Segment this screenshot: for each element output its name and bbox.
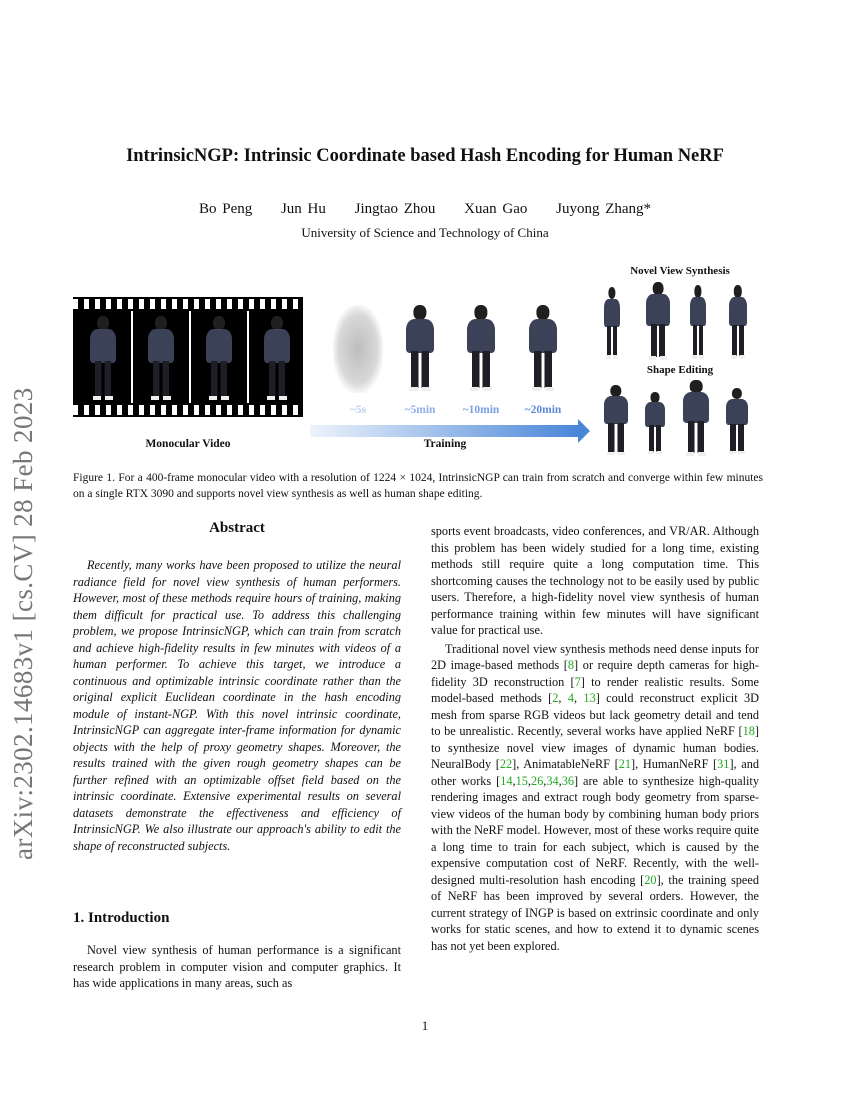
citation-link[interactable]: 20 xyxy=(644,872,657,887)
time-label-4: ~20min xyxy=(524,404,562,416)
film-strip xyxy=(73,297,303,417)
frame-separator xyxy=(131,311,133,403)
citation-link[interactable]: 34 xyxy=(546,773,559,788)
label-training: Training xyxy=(423,438,467,450)
author-list: Bo Peng Jun Hu Jingtao Zhou Xuan Gao Juyong Zhang* xyxy=(198,201,652,217)
right-paragraph-2: Traditional novel view synthesis methods need dense inputs for 2D image-based methods [8] or require depth cameras for high-fidelity 3D reconstruction [7] to render realistic results. Some model-based methods [2, 4, 13] could reconstruct explicit 3D mesh from sparse RGB videos but lack geometry detail and tend to be unrealistic. Recently, several works have applied NeRF [18] to synthesize novel view images of dynamic human bodies. NeuralBody [22], AnimatableNeRF [21], HumanNeRF [31], and other works [14,15,26,34,36] are able to synthesize high-quality rendering images and extract rough body geometry from sparse-view videos of the human body by combining human body priors with the NeRF model. However, most of these works require quite a long time to train for each subject, which is caused by the expensive computation cost of NeRF. Recently, with the well-designed multi-resolution hash encoding [20], the training speed of NeRF has been improved by several orders. However, the current strategy of INGP is based on extrinsic coordinate and only works for static scenes, and how to extend it to dynamic scenes has not yet been explored. xyxy=(431,641,760,953)
training-arrow xyxy=(310,425,578,437)
citation-link[interactable]: 4 xyxy=(567,691,574,705)
video-frame-3 xyxy=(191,311,246,403)
citation-link[interactable]: 15 xyxy=(515,773,528,788)
citation-link[interactable]: 36 xyxy=(561,773,575,788)
frame-separator xyxy=(189,311,191,403)
training-arrow-head xyxy=(578,419,590,443)
citation-link[interactable]: 2 xyxy=(552,691,559,705)
citation-link[interactable]: 8 xyxy=(567,658,575,672)
novel-view-4 xyxy=(724,285,752,359)
page-number: 1 xyxy=(421,1018,429,1033)
citation-link[interactable]: 31 xyxy=(717,757,730,771)
citation-link[interactable]: 22 xyxy=(499,757,513,771)
novel-view-2 xyxy=(640,282,676,360)
citation-link[interactable]: 21 xyxy=(618,757,632,771)
training-result-20min xyxy=(521,305,565,391)
right-paragraph-1: sports event broadcasts, video conferences, and VR/AR. Although this problem has been widely studied for a long time, existing methods still require quite a long computation time. This shortcoming causes the technology not to be easily used by public users. Therefore, a high-fidelity novel view synthesis of human performance training within few minutes will have significant value for practical use. xyxy=(431,524,759,637)
abstract-body xyxy=(73,557,401,854)
human-figure xyxy=(83,316,123,400)
time-label-2: ~5min xyxy=(404,404,436,416)
shape-edit-1 xyxy=(597,385,635,455)
label-novel-view-synthesis: Novel View Synthesis xyxy=(630,265,730,277)
figure-caption: Figure 1. For a 400-frame monocular video with a resolution of 1224 × 1024, IntrinsicNGP can train from scratch and converge within few minutes on a single RTX 3090 and supports novel view synthesis as well as human shape editing. xyxy=(73,472,763,500)
citation-link[interactable]: 13 xyxy=(583,691,596,705)
frame-separator xyxy=(247,311,249,403)
time-label-3: ~10min xyxy=(462,404,500,416)
film-holes-bottom xyxy=(73,405,303,415)
intro-body xyxy=(73,942,401,992)
human-figure xyxy=(199,316,239,400)
citation-link[interactable]: 14 xyxy=(500,773,513,788)
human-figure xyxy=(257,316,297,400)
film-holes-top xyxy=(73,299,303,309)
label-shape-editing: Shape Editing xyxy=(646,364,714,376)
abstract-heading: Abstract xyxy=(209,520,265,536)
citation-link[interactable]: 18 xyxy=(742,724,755,738)
citation-link[interactable]: 7 xyxy=(574,674,581,689)
time-label-1: ~5s xyxy=(349,404,367,416)
training-result-blurry xyxy=(333,305,383,393)
video-frame-4 xyxy=(249,311,304,403)
video-frame-1 xyxy=(75,311,130,403)
right-column xyxy=(431,523,759,954)
label-monocular-video: Monocular Video xyxy=(145,438,231,450)
affiliation: University of Science and Technology of China xyxy=(301,225,549,240)
shape-edit-2 xyxy=(640,392,670,454)
intro-heading: 1. Introduction xyxy=(73,910,170,926)
citation-link[interactable]: 26 xyxy=(530,773,544,788)
paper-title: IntrinsicNGP: Intrinsic Coordinate based Hash Encoding for Human NeRF xyxy=(126,146,724,166)
shape-edit-4 xyxy=(720,388,754,454)
abstract-text: Recently, many works have been proposed to utilize the neural radiance field for novel view synthesis of human performers. However, most of these methods require hours of training, making them difficult for practical use. To address this challenging problem, we propose IntrinsicNGP, which can train from scratch and achieve high-fidelity results in few minutes with videos of a human performer. To achieve this target, we introduce a continuous and optimizable intrinsic coordinate rather than the original explicit Euclidean coordinate in the hash encoding module of instant-NGP. With this novel intrinsic coordinate, IntrinsicNGP can aggregate inter-frame information for dynamic objects with the help of proxy geometry shapes. Moreover, the results trained with the given rough geometry shapes can be further refined with an optimizable offset field based on the intrinsic coordinate. Extensive experimental results on several datasets demonstrate the effectiveness and efficiency of IntrinsicNGP. We also illustrate our approach's ability to edit the shape of reconstructed subjects. xyxy=(73,558,401,853)
shape-edit-3 xyxy=(675,380,717,456)
human-figure xyxy=(141,316,181,400)
intro-text: Novel view synthesis of human performance is a significant research problem in computer vision and computer graphics. It has wide applications in many areas, such as xyxy=(73,943,401,990)
video-frame-2 xyxy=(133,311,188,403)
arxiv-id: arXiv:2302.14683v1 [cs.CV] 28 Feb 2023 xyxy=(8,387,38,860)
training-result-5min xyxy=(398,305,442,391)
novel-view-3 xyxy=(686,285,710,359)
novel-view-1 xyxy=(600,287,624,359)
training-result-10min xyxy=(459,305,503,391)
